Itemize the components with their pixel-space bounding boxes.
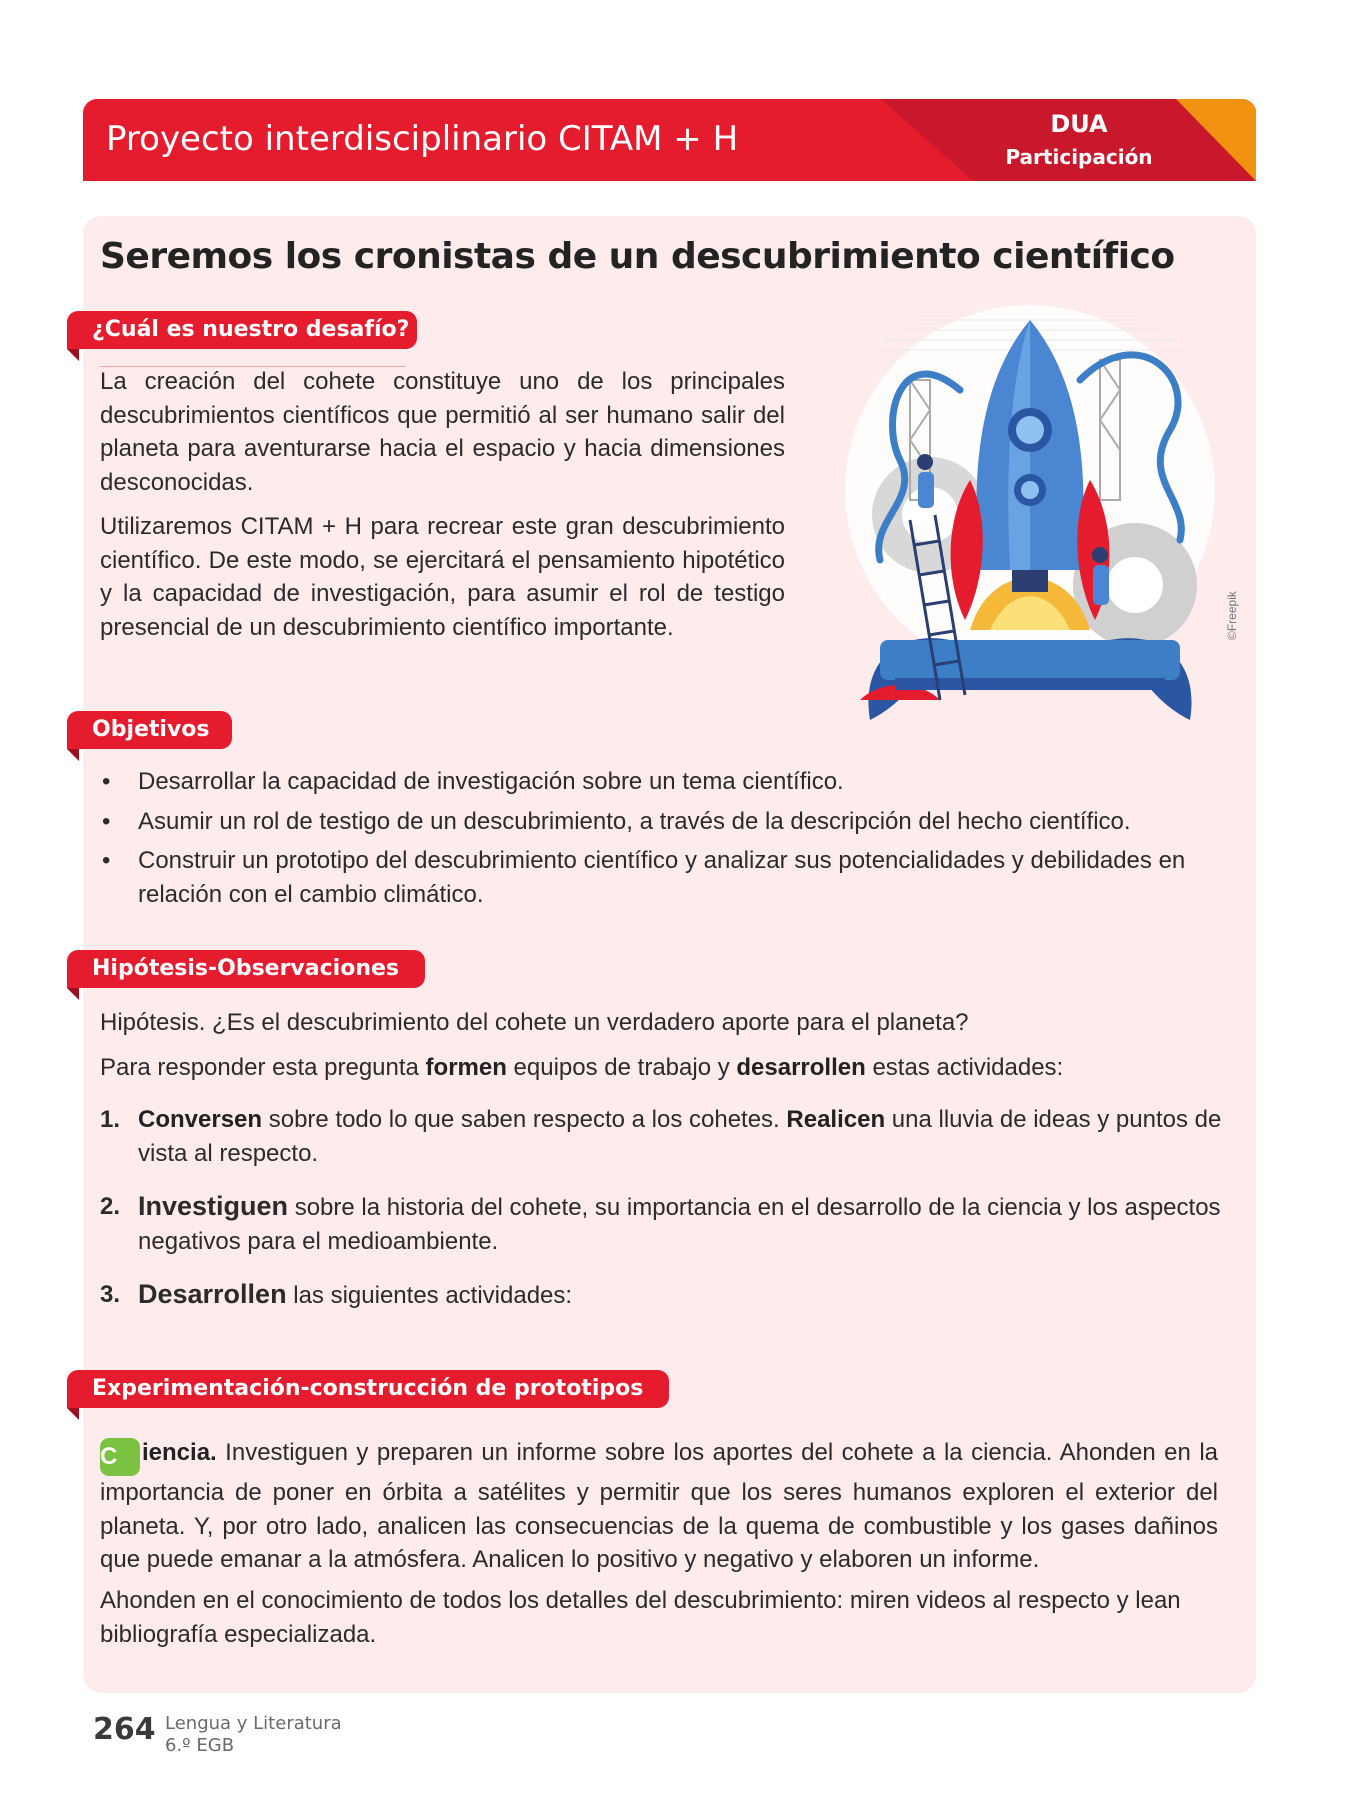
section-tab-experimentacion: Experimentación-construcción de prototipos: [67, 1370, 669, 1408]
objective-item: • Construir un prototipo del descubrimiento científico y analizar sus potencialidades y debilidades en relación con el cambio climático.: [100, 844, 1240, 911]
rocket-illustration: [840, 300, 1220, 730]
desafio-paragraph-2: Utilizaremos CITAM + H para recrear este gran descubrimiento científico. De este modo, se ejercitará el pensamiento hipotético y la capacidad de investigación, para asumir el rol de testigo presencial de un descubrimiento científico importante.: [100, 513, 785, 641]
science-lead: iencia.: [142, 1439, 217, 1466]
science-paragraph-2: Ahonden en el conocimiento de todos los detalles del descubrimiento: miren videos al respecto y lean bibliografía especializada.: [100, 1587, 1181, 1648]
hypothesis-question: Hipótesis. ¿Es el descubrimiento del cohete un verdadero aporte para el planeta?: [100, 1009, 969, 1036]
step-verb: Conversen: [138, 1106, 263, 1133]
objective-item: • Asumir un rol de testigo de un descubrimiento, a través de la descripción del hecho científico.: [100, 805, 1240, 839]
objectives-list: [100, 765, 1240, 917]
step-text: una lluvia de ideas y puntos de vista al respecto.: [138, 1106, 1222, 1167]
hypothesis-intro: [100, 1051, 1240, 1085]
step-verb: Realicen: [786, 1106, 886, 1133]
activity-step: [100, 1278, 1240, 1313]
step-text: sobre la historia del cohete, su importancia en el desarrollo de la ciencia y los aspectos negativos para el medioambiente.: [138, 1194, 1221, 1255]
banner-title: Proyecto interdisciplinario CITAM + H: [106, 119, 739, 159]
activity-step: [100, 1190, 1240, 1258]
intro-bold: desarrollen: [736, 1054, 866, 1081]
page-number: 264: [93, 1712, 156, 1747]
footer-subject: Lengua y Literatura: [165, 1713, 342, 1734]
dua-sub-label: Participación: [1005, 145, 1153, 169]
section-tab-desafio: ¿Cuál es nuestro desafío?: [67, 311, 417, 349]
step-number: 1.: [100, 1106, 121, 1133]
objective-item: • Desarrollar la capacidad de investigación sobre un tema científico.: [100, 765, 1240, 799]
step-verb: Desarrollen: [138, 1279, 287, 1309]
science-text: Investiguen y preparen un informe sobre los aportes del cohete a la ciencia. Ahonden en la importancia de poner en órbita a satélites y permitir que los seres humanos exploren el exterior del planeta. Y, por otro lado, analicen las consecuencias de la quema de combustible y los gases dañinos que puede emanar a la atmósfera. Analicen lo positivo y negativo y elaboren un informe.: [100, 1439, 1218, 1573]
activities-list: [100, 1103, 1240, 1333]
intro-text: estas actividades:: [865, 1054, 1064, 1081]
header-banner: [83, 99, 1256, 181]
step-text: sobre todo lo que saben respecto a los cohetes.: [262, 1106, 787, 1133]
section-tab-hipotesis: Hipótesis-Observaciones: [67, 950, 425, 988]
intro-text: Para responder esta pregunta: [100, 1054, 426, 1081]
step-number: 2.: [100, 1193, 121, 1220]
science-paragraph: [100, 1436, 1218, 1577]
page-title: Seremos los cronistas de un descubrimiento científico: [100, 236, 1175, 277]
intro-text: equipos de trabajo y: [506, 1054, 737, 1081]
desafio-paragraph-1: La creación del cohete constituye uno de los principales descubrimientos científicos que permitió al ser humano salir del planeta para aventurarse hacia el espacio y hacia dimensiones desconocidas.: [100, 368, 785, 496]
image-credit: ©Freepik: [1225, 591, 1239, 640]
footer-grade: 6.º EGB: [165, 1735, 235, 1756]
dua-label: DUA: [1050, 110, 1108, 138]
intro-bold: formen: [425, 1054, 507, 1081]
activity-step: [100, 1103, 1240, 1170]
step-number: 3.: [100, 1281, 121, 1308]
step-verb: Investiguen: [138, 1191, 289, 1221]
section-tab-objetivos: Objetivos: [67, 711, 232, 749]
step-text: las siguientes actividades:: [286, 1282, 573, 1309]
science-badge: C: [100, 1438, 140, 1476]
